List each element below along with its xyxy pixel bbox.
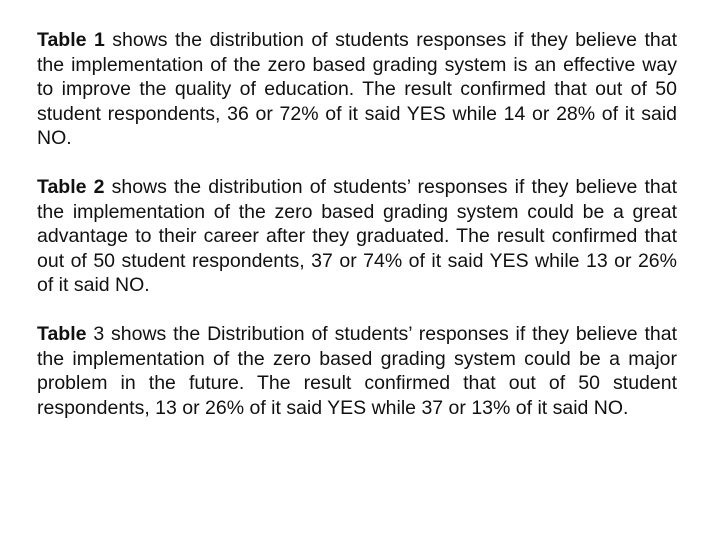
table-3-label-word: Table (37, 323, 87, 345)
table-3-text: shows the Distribution of students’ responses if they believe that the implementation of the zero based grading system could be a major problem in the future. The result confirmed that out of 50 student respondents, 13 or 26% of it said YES while 37 or 13% of it said NO. (37, 323, 677, 419)
table-1-label: Table 1 (37, 29, 105, 51)
table-3-label-number: 3 (86, 323, 105, 345)
document-body (37, 28, 677, 420)
paragraph-table-3 (37, 322, 677, 420)
table-2-text: shows the distribution of students’ responses if they believe that the implementation of the zero based grading system could be a great advantage to their career after they graduated. The result confirmed that out of 50 student respondents, 37 or 74% of it said YES while 13 or 26% of it said NO. (37, 176, 677, 296)
table-2-label: Table 2 (37, 176, 105, 198)
paragraph-table-1 (37, 28, 677, 151)
table-1-text: shows the distribution of students responses if they believe that the implementation of the zero based grading system is an effective way to improve the quality of education. The result confirmed that out of 50 student respondents, 36 or 72% of it said YES while 14 or 28% of it said NO. (37, 29, 677, 149)
paragraph-table-2 (37, 175, 677, 298)
